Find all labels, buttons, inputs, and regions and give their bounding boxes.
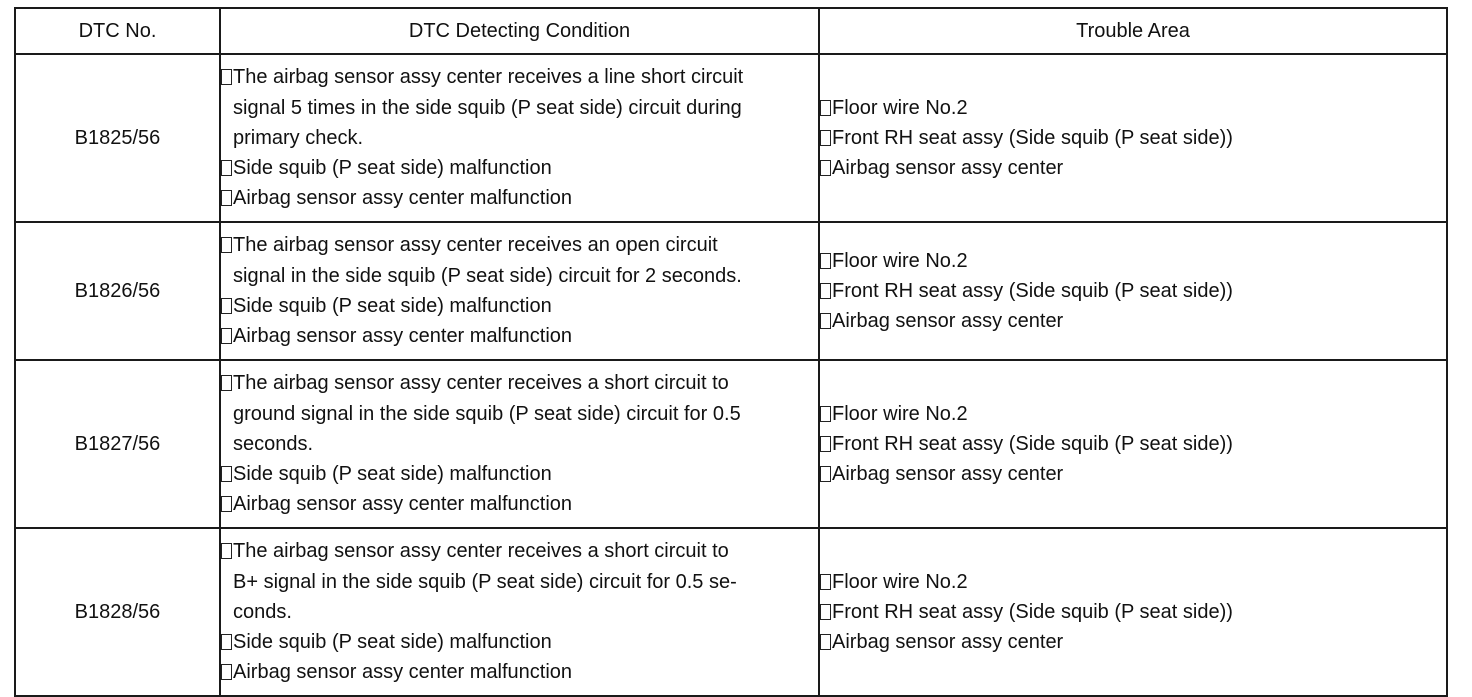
square-bullet-icon [221,543,232,559]
square-bullet-icon [820,313,831,329]
trouble-area-item: Airbag sensor assy center [820,459,1446,489]
trouble-area-item: Floor wire No.2 [820,246,1446,276]
condition-item: Side squib (P seat side) malfunction [221,627,818,657]
condition-item: The airbag sensor assy center receives a short circuit to [221,368,818,398]
condition-item-continued: signal in the side squib (P seat side) circuit for 2 seconds. [233,264,742,287]
square-bullet-icon [221,375,232,391]
table-row [15,360,1447,528]
header-trouble-area: Trouble Area [819,8,1447,54]
trouble-area-item: Front RH seat assy (Side squib (P seat side)) [820,429,1446,459]
condition-item-continued: signal 5 times in the side squib (P seat side) circuit during [233,96,742,119]
trouble-area-item: Airbag sensor assy center [820,153,1446,183]
table-row [15,54,1447,222]
square-bullet-icon [221,160,232,176]
trouble-area-item: Floor wire No.2 [820,567,1446,597]
square-bullet-icon [820,100,831,116]
header-condition: DTC Detecting Condition [220,8,819,54]
condition-cell [220,528,819,696]
square-bullet-icon [221,664,232,680]
condition-cell [220,360,819,528]
condition-item: Airbag sensor assy center malfunction [221,657,818,687]
dtc-code: B1827/56 [15,360,220,528]
square-bullet-icon [221,466,232,482]
square-bullet-icon [820,574,831,590]
square-bullet-icon [221,190,232,206]
condition-item: Side squib (P seat side) malfunction [221,459,818,489]
trouble-area-item: Front RH seat assy (Side squib (P seat side)) [820,123,1446,153]
trouble-area-item: Front RH seat assy (Side squib (P seat side)) [820,597,1446,627]
square-bullet-icon [820,160,831,176]
square-bullet-icon [221,237,232,253]
condition-item-continued: primary check. [233,126,364,149]
table-row [15,222,1447,360]
square-bullet-icon [820,436,831,452]
trouble-area-item: Floor wire No.2 [820,399,1446,429]
trouble-area-item: Floor wire No.2 [820,93,1446,123]
condition-item: Side squib (P seat side) malfunction [221,291,818,321]
square-bullet-icon [820,604,831,620]
condition-item: The airbag sensor assy center receives an open circuit [221,230,818,260]
condition-item: Airbag sensor assy center malfunction [221,183,818,213]
square-bullet-icon [221,69,232,85]
condition-item-continued: B+ signal in the side squib (P seat side) circuit for 0.5 se- [233,570,737,593]
condition-item: The airbag sensor assy center receives a line short circuit [221,62,818,92]
condition-item: Airbag sensor assy center malfunction [221,489,818,519]
square-bullet-icon [221,496,232,512]
trouble-area-cell [819,528,1447,696]
dtc-code: B1828/56 [15,528,220,696]
square-bullet-icon [820,466,831,482]
condition-item: The airbag sensor assy center receives a short circuit to [221,536,818,566]
condition-item: Side squib (P seat side) malfunction [221,153,818,183]
trouble-area-item: Front RH seat assy (Side squib (P seat side)) [820,276,1446,306]
dtc-table [14,7,1448,697]
trouble-area-cell [819,360,1447,528]
square-bullet-icon [221,634,232,650]
square-bullet-icon [221,298,232,314]
condition-item-continued: ground signal in the side squib (P seat side) circuit for 0.5 [233,402,741,425]
condition-cell [220,222,819,360]
trouble-area-item: Airbag sensor assy center [820,306,1446,336]
condition-cell [220,54,819,222]
square-bullet-icon [820,634,831,650]
square-bullet-icon [820,253,831,269]
header-dtc-no: DTC No. [15,8,220,54]
square-bullet-icon [820,406,831,422]
square-bullet-icon [820,283,831,299]
dtc-code: B1825/56 [15,54,220,222]
trouble-area-item: Airbag sensor assy center [820,627,1446,657]
condition-item-continued: conds. [233,600,292,623]
trouble-area-cell [819,54,1447,222]
dtc-code: B1826/56 [15,222,220,360]
square-bullet-icon [221,328,232,344]
header-row [15,8,1447,54]
condition-item: Airbag sensor assy center malfunction [221,321,818,351]
square-bullet-icon [820,130,831,146]
trouble-area-cell [819,222,1447,360]
condition-item-continued: seconds. [233,432,314,455]
table-row [15,528,1447,696]
